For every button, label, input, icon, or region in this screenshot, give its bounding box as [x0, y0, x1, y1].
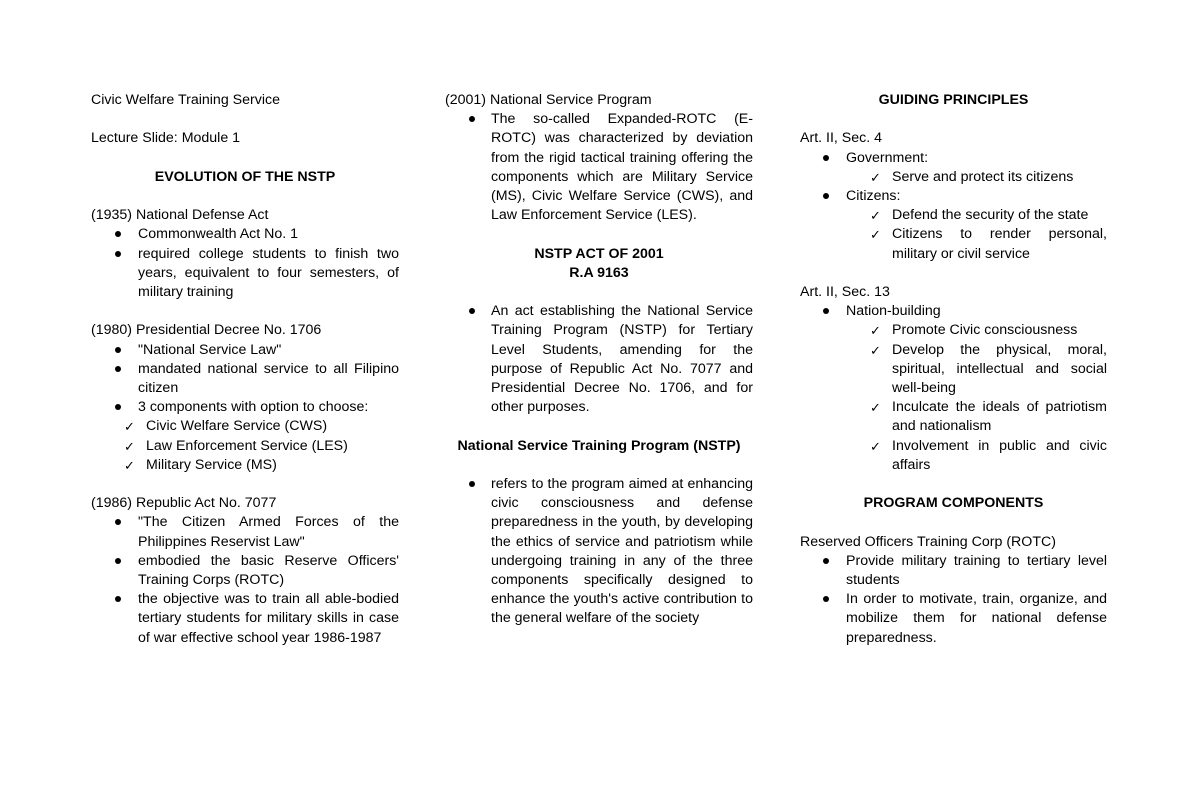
bullet-list-2001 — [445, 110, 753, 225]
check-mark-icon: ✓ — [870, 323, 881, 339]
check-list-government — [800, 168, 1107, 187]
list-item: Government: — [800, 149, 1107, 168]
section-title-1986: (1986) Republic Act No. 7077 — [91, 495, 277, 512]
section-title-rotc: Reserved Officers Training Corp (ROTC) — [800, 533, 1056, 550]
check-item: ✓ Develop the physical, moral, spiritual, intellectual and social well-being — [870, 341, 1107, 397]
check-item: ✓ Defend the security of the state — [800, 206, 1107, 225]
check-item: ✓ Law Enforcement Service (LES) — [91, 437, 399, 456]
bullet-list-nstp-act — [445, 302, 753, 417]
bullet-list-rotc — [800, 552, 1107, 648]
column-3 — [800, 91, 1107, 648]
section-heading-evolution: EVOLUTION OF THE NSTP — [154, 168, 336, 185]
check-mark-icon: ✓ — [870, 342, 881, 358]
list-item: "The Citizen Armed Forces of the Philippines Reservist Law" — [91, 513, 399, 551]
check-item: ✓ Civic Welfare Service (CWS) — [91, 417, 399, 436]
bullet-list-government — [800, 149, 1107, 168]
check-item: ✓ Inculcate the ideals of patriotism and nationalism — [870, 399, 1107, 435]
section-heading-guiding-principles: GUIDING PRINCIPLES — [878, 92, 1029, 108]
bullet-list-1935 — [91, 225, 399, 302]
column-1 — [91, 91, 399, 648]
list-item: The so-called Expanded-ROTC (E-ROTC) was characterized by deviation from the rigid tactical training offering the components which are Military Service (MS), Civic Welfare Service (CWS), and Law Enforcement Service (LES). — [445, 110, 753, 225]
bullet-list-citizens — [800, 187, 1107, 206]
lecture-subtitle: Lecture Slide: Module 1 — [91, 130, 241, 147]
check-item: ✓ Involvement in public and civic affairs — [870, 437, 1107, 473]
list-item: embodied the basic Reserve Officers' Training Corps (ROTC) — [91, 552, 399, 590]
section-heading-nstp: National Service Training Program (NSTP) — [457, 437, 741, 454]
check-mark-icon: ✓ — [124, 457, 135, 473]
check-list-nation-building — [800, 321, 1107, 475]
check-mark-icon: ✓ — [870, 169, 881, 185]
list-item: 3 components with option to choose: — [91, 398, 399, 417]
section-title-1935: (1935) National Defense Act — [91, 207, 269, 224]
section-heading-ra: R.A 9163 — [569, 264, 629, 281]
column-2 — [445, 91, 753, 629]
section-heading-nstp-act: NSTP ACT OF 2001 — [534, 245, 664, 262]
section-heading-program-components: PROGRAM COMPONENTS — [863, 495, 1044, 512]
list-item: refers to the program aimed at enhancing civic consciousness and defense preparedness in the youth, by developing the ethics of service and patriotism while undergoing training in any of the three components specifically designed to enhance the youth's active contribution to the general welfare of the society — [445, 475, 753, 629]
check-list-citizens — [800, 206, 1107, 264]
list-item: required college students to finish two years, equivalent to four semesters, of military training — [91, 245, 399, 303]
list-item: the objective was to train all able-bodied tertiary students for military skills in case of war effective school year 1986-1987 — [91, 590, 399, 648]
bullet-list-1986 — [91, 513, 399, 647]
list-item: Provide military training to tertiary level students — [800, 552, 1107, 590]
course-title: Civic Welfare Training Service — [91, 92, 280, 108]
section-title-sec4: Art. II, Sec. 4 — [800, 130, 883, 147]
check-list-components — [91, 417, 399, 475]
check-item: ✓ Promote Civic consciousness — [800, 321, 1107, 340]
list-item: An act establishing the National Service Training Program (NSTP) for Tertiary Level Students, amending for the purpose of Republic Act No. 7077 and Presidential Decree No. 1706, and for other purposes. — [445, 302, 753, 417]
check-item: ✓ Serve and protect its citizens — [800, 168, 1107, 187]
check-item: ✓ Military Service (MS) — [91, 456, 399, 475]
check-mark-icon: ✓ — [870, 438, 881, 454]
list-item: Commonwealth Act No. 1 — [91, 225, 399, 244]
list-item: "National Service Law" — [91, 341, 399, 360]
bullet-list-nation-building — [800, 302, 1107, 321]
section-title-1980: (1980) Presidential Decree No. 1706 — [91, 322, 322, 339]
check-mark-icon: ✓ — [124, 419, 135, 435]
check-item: ✓ Citizens to render personal, military or civil service — [870, 226, 1107, 262]
bullet-list-nstp — [445, 475, 753, 629]
list-item: In order to motivate, train, organize, and mobilize them for national defense preparedness. — [800, 590, 1107, 648]
section-title-2001: (2001) National Service Program — [445, 92, 652, 108]
check-mark-icon: ✓ — [124, 438, 135, 454]
check-mark-icon: ✓ — [870, 227, 881, 243]
list-item: Citizens: — [800, 187, 1107, 206]
check-mark-icon: ✓ — [870, 208, 881, 224]
bullet-list-1980 — [91, 341, 399, 418]
list-item: Nation-building — [800, 302, 1107, 321]
section-title-sec13: Art. II, Sec. 13 — [800, 284, 890, 300]
check-mark-icon: ✓ — [870, 400, 881, 416]
list-item: mandated national service to all Filipino citizen — [91, 360, 399, 398]
